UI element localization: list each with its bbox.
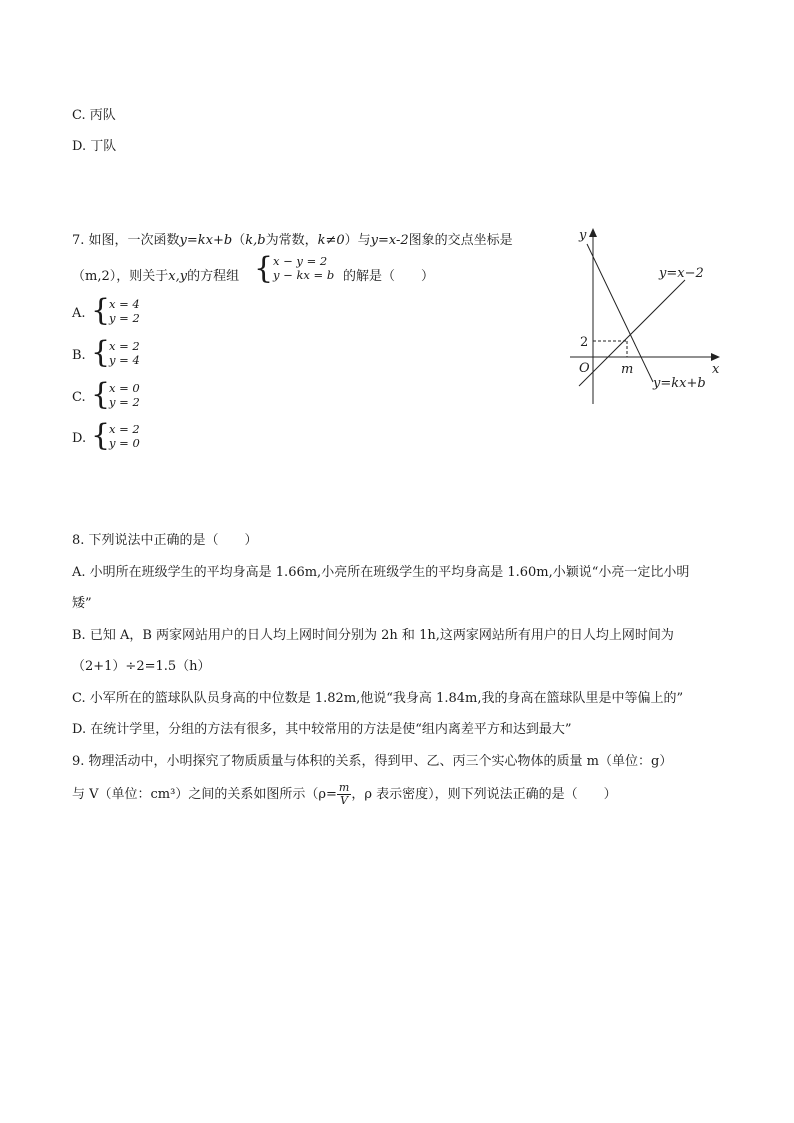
q9-line2-b: ，ρ 表示密度），则下列说法正确的是（ ） — [351, 787, 617, 802]
q8-option-b-line2: （2+1）÷2=1.5（h） — [72, 659, 211, 674]
line1-label: y=x−2 — [659, 266, 704, 281]
q8-option-a-line1: A. 小明所在班级学生的平均身高是 1.66m,小亮所在班级学生的平均身高是 1.60m,小颖说“小亮一定比小明 — [72, 565, 690, 580]
q7-point: （m,2） — [72, 269, 117, 284]
q7-end: 图象的交点坐标是 — [408, 233, 513, 248]
tick-x-label: m — [621, 362, 634, 377]
q7-option-d-system — [109, 422, 140, 450]
graph-line-kx-plus-b — [587, 244, 653, 382]
q7-option-c-brace: { — [91, 377, 111, 412]
q7-option-a-system — [109, 297, 140, 325]
q7-vars: x,y — [168, 269, 188, 284]
q7-option-a-brace: { — [91, 293, 111, 328]
q6-option-d: D. 丁队 — [72, 139, 117, 154]
q7-option-a-eq1: x = 4 — [109, 297, 140, 311]
q7-option-a-letter: A. — [72, 306, 86, 321]
q7-system-brace: { — [254, 251, 274, 286]
q7-option-d-eq2: y = 0 — [109, 436, 140, 450]
q9-line2-a: 与 V（单位：cm³）之间的关系如图所示（ρ= — [72, 787, 337, 802]
q7-kb: k,b — [245, 233, 266, 248]
q7-option-c-eq2: y = 2 — [109, 395, 140, 409]
q7-mid2: ）与 — [344, 233, 371, 248]
q7-option-c-system — [109, 381, 140, 409]
q7-option-b-letter: B. — [72, 348, 86, 363]
q7-option-d-eq1: x = 2 — [109, 422, 140, 436]
q7-func2: y=x-2 — [370, 233, 409, 248]
q7-option-d-letter: D. — [72, 431, 87, 446]
q8-stem: 8. 下列说法中正确的是（ ） — [72, 533, 258, 548]
q7-option-d-brace: { — [91, 418, 111, 453]
tick-y-label: 2 — [580, 335, 589, 350]
q8-option-b-line1: B. 已知 A，B 两家网站用户的日人均上网时间分别为 2h 和 1h,这两家网站所有用户的日人均上网时间为 — [72, 628, 674, 643]
q7-const: 为常数， — [265, 233, 318, 248]
y-axis-arrow — [589, 228, 597, 237]
q7-option-b-eq1: x = 2 — [109, 339, 140, 353]
q7-option-c-eq1: x = 0 — [109, 381, 140, 395]
q7-system — [273, 254, 334, 282]
q9-line2 — [72, 782, 617, 807]
q9-line1: 9. 物理活动中，小明探究了物质质量与体积的关系，得到甲、乙、丙三个实心物体的质量 m（单位：g） — [72, 754, 673, 769]
q7-cond: k≠0 — [317, 233, 345, 248]
q7-graph — [565, 224, 735, 414]
q7-prefix: 7. 如图，一次函数 — [72, 233, 180, 248]
q7-option-b-brace: { — [91, 335, 111, 370]
q7-text: ，则关于 — [116, 269, 169, 284]
q8-option-d: D. 在统计学里，分组的方法有很多，其中较常用的方法是使“组内离差平方和达到最大” — [72, 722, 572, 737]
q7-option-b-eq2: y = 4 — [109, 353, 140, 367]
density-fraction — [337, 782, 351, 807]
origin-label: O — [579, 361, 590, 376]
q7-paren-open: （ — [232, 233, 246, 248]
q7-text2: 的方程组 — [187, 269, 240, 284]
q7-stem-line2a — [72, 265, 239, 284]
q7-option-a-eq2: y = 2 — [109, 311, 140, 325]
q7-option-b-system — [109, 339, 140, 367]
q8-option-a-line2: 矮” — [72, 596, 92, 611]
q7-option-c-letter: C. — [72, 390, 86, 405]
line2-label: y=kx+b — [653, 376, 706, 391]
x-axis-arrow — [711, 353, 720, 361]
q7-stem-line1 — [72, 229, 513, 248]
q8-option-c: C. 小军所在的篮球队队员身高的中位数是 1.82m,他说“我身高 1.84m,我的身高在篮球队里是中等偏上的” — [72, 691, 684, 706]
y-axis-label: y — [579, 228, 587, 243]
fraction-numerator: m — [338, 781, 350, 794]
fraction-denominator: V — [340, 794, 349, 807]
q7-system-eq2: y − kx = b — [273, 268, 335, 282]
x-axis-label: x — [712, 362, 720, 377]
q6-option-c: C. 丙队 — [72, 108, 116, 123]
q7-func1: y=kx+b — [179, 233, 233, 248]
q7-stem-line2b: 的解是（ ） — [343, 269, 435, 284]
q7-system-eq1: x − y = 2 — [273, 254, 328, 268]
